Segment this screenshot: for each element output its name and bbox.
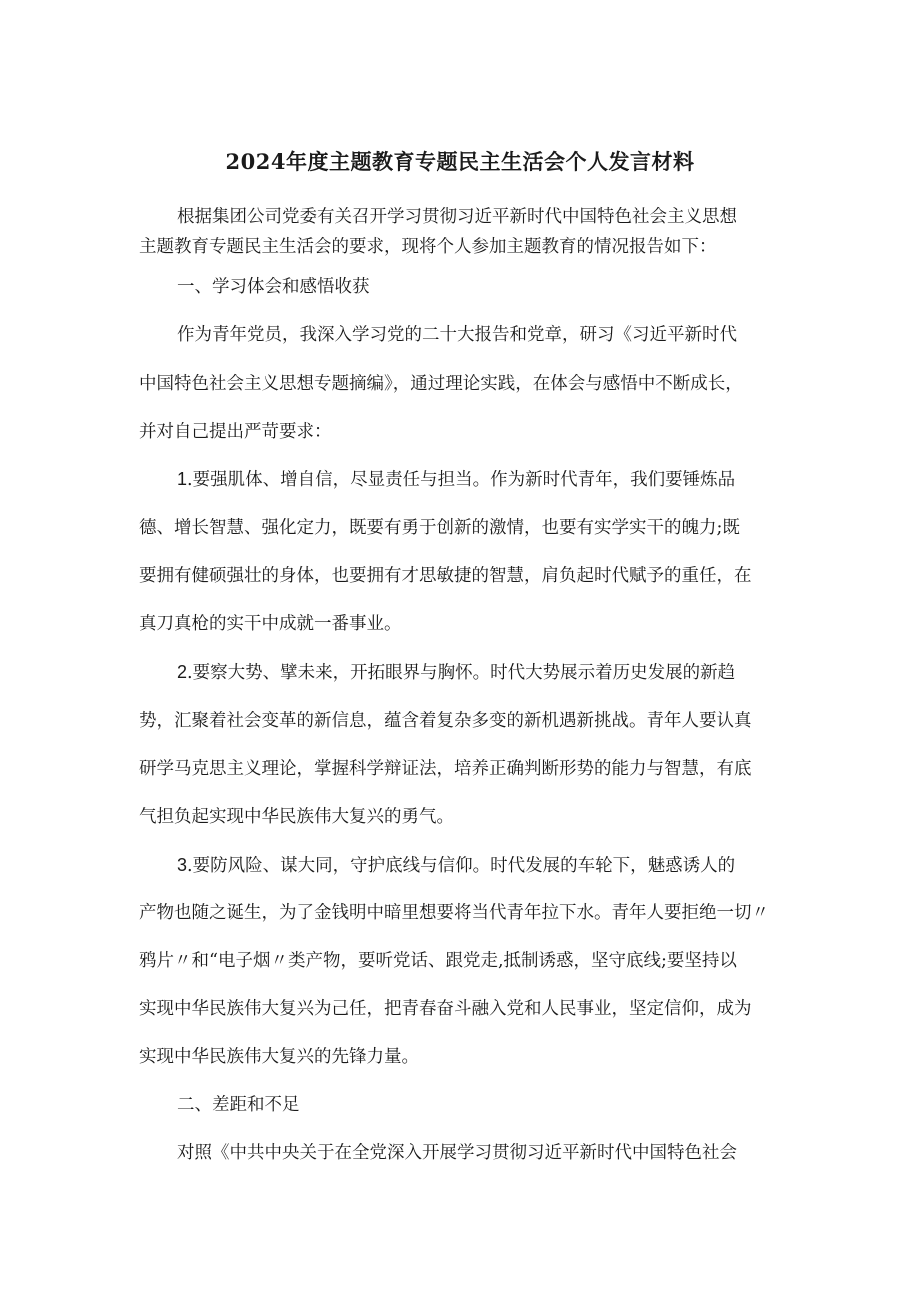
item2-line-4: 气担负起实现中华民族伟大复兴的勇气。 [139, 807, 454, 827]
item1-line-1 [177, 467, 735, 492]
item2-text: .要察大势、擘未来，开拓眼界与胸怀。时代大势展示着历史发展的新趋 [187, 663, 736, 683]
document-title: 2024年度主题教育专题民主生活会个人发言材料 [225, 149, 695, 174]
section2-heading: 二、差距和不足 [177, 1095, 300, 1115]
item3-number: 3 [177, 855, 188, 875]
intro-line-2: 主题教育专题民主生活会的要求，现将个人参加主题教育的情况报告如下： [139, 237, 717, 257]
item1-text: .要强肌体、增自信，尽显责任与担当。作为新时代青年，我们要锤炼品 [187, 470, 736, 490]
item3-line-5: 实现中华民族伟大复兴的先锋力量。 [139, 1047, 419, 1067]
section1-line-1: 作为青年党员，我深入学习党的二十大报告和党章，研习《习近平新时代 [177, 325, 737, 345]
item1-number: 1 [177, 469, 188, 489]
item1-line-3: 要拥有健硕强壮的身体，也要拥有才思敏捷的智慧，肩负起时代赋予的重任，在 [139, 566, 752, 586]
item3-line-3: 鸦片〃和“电子烟〃类产物，要听党话、跟党走,抵制诱惑，坚守底线;要坚持以 [139, 951, 737, 971]
section1-heading: 一、学习体会和感悟收获 [177, 277, 370, 297]
item2-number: 2 [177, 662, 188, 682]
item3-line-4: 实现中华民族伟大复兴为己任，把青春奋斗融入党和人民事业，坚定信仰，成为 [139, 999, 752, 1019]
section2-line-1: 对照《中共中央关于在全党深入开展学习贯彻习近平新时代中国特色社会 [177, 1143, 737, 1163]
item1-line-4: 真刀真枪的实干中成就一番事业。 [139, 614, 402, 634]
item2-line-3: 研学马克思主义理论，掌握科学辩证法，培养正确判断形势的能力与智慧，有底 [139, 759, 752, 779]
item3-line-1 [177, 853, 735, 878]
item2-line-1 [177, 660, 735, 685]
section1-line-2: 中国特色社会主义思想专题摘编》，通过理论实践，在体会与感悟中不断成长， [139, 374, 743, 394]
item3-line-2: 产物也随之诞生，为了金钱明中暗里想要将当代青年拉下水。青年人要拒绝一切〃 [139, 903, 769, 923]
item1-line-2: 德、增长智慧、强化定力，既要有勇于创新的激情，也要有实学实干的魄力;既 [139, 518, 740, 538]
item2-line-2: 势，汇聚着社会变革的新信息，蕴含着复杂多变的新机遇新挑战。青年人要认真 [139, 711, 752, 731]
section1-line-3: 并对自己提出严苛要求： [139, 422, 332, 442]
intro-line-1: 根据集团公司党委有关召开学习贯彻习近平新时代中国特色社会主义思想 [177, 207, 737, 227]
item3-text: .要防风险、谋大同，守护底线与信仰。时代发展的车轮下，魅惑诱人的 [187, 856, 736, 876]
